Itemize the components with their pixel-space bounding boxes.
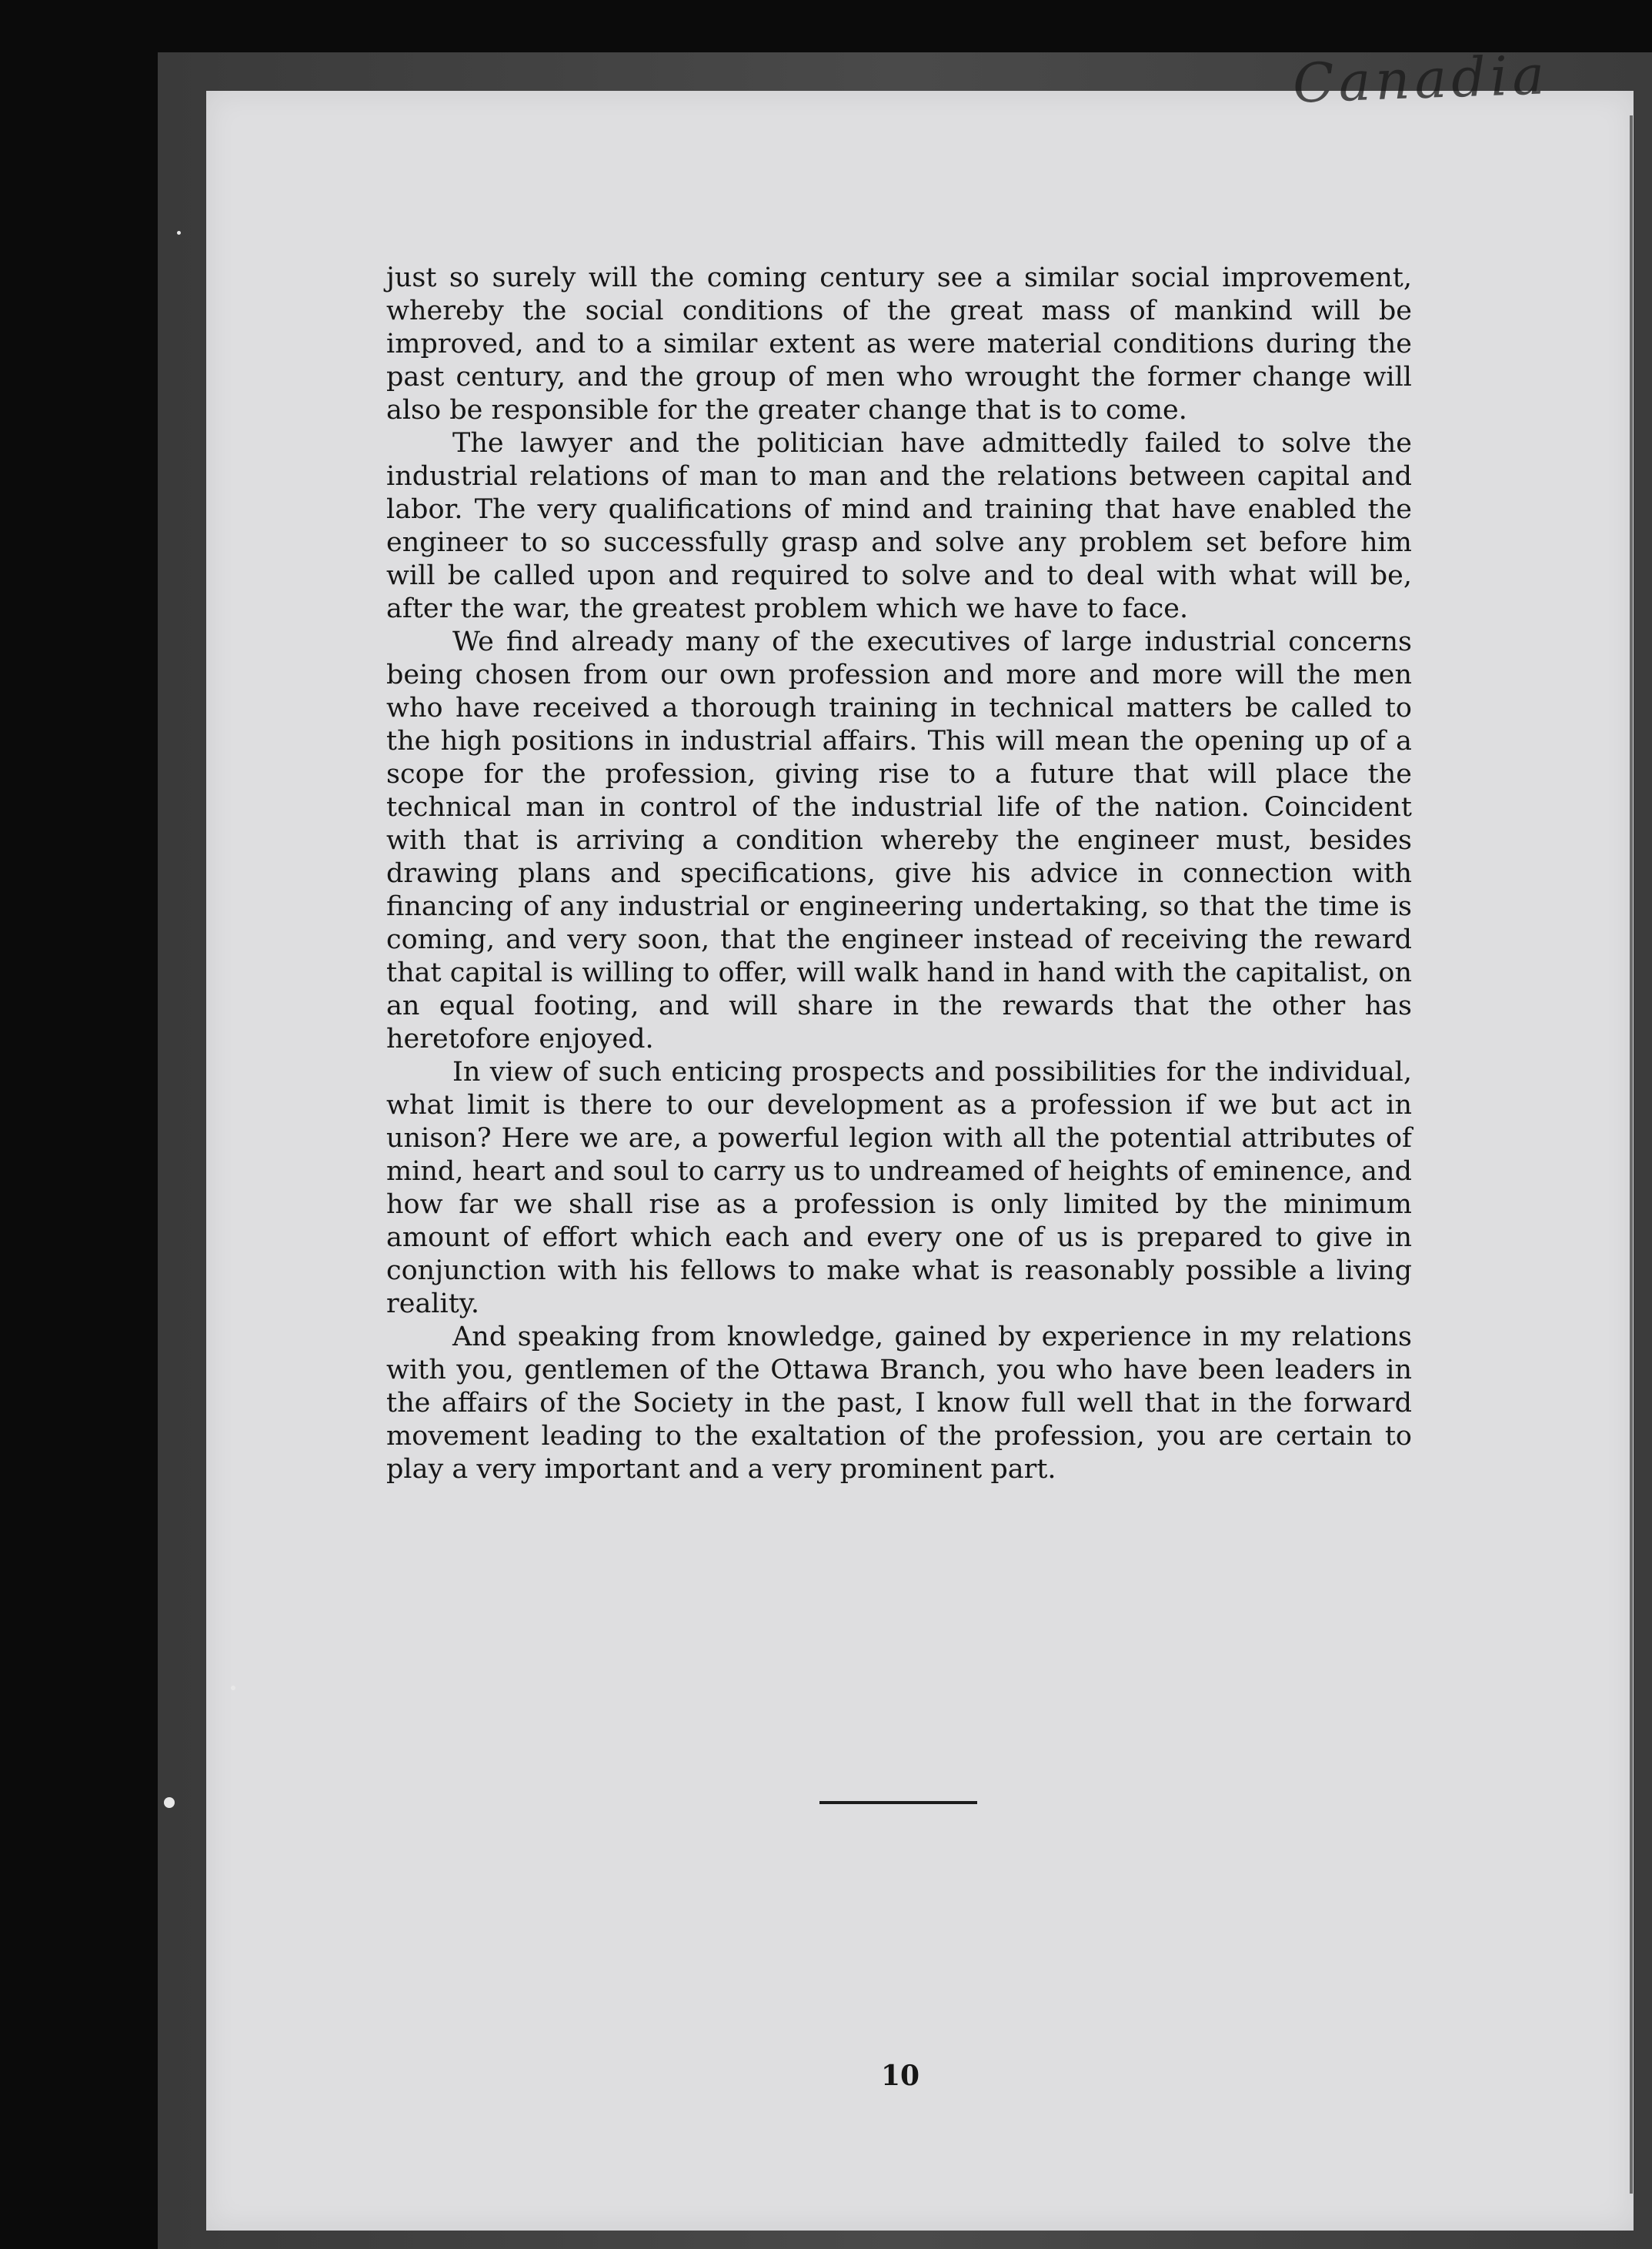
dust-speck <box>164 1797 175 1808</box>
dust-speck <box>177 231 181 235</box>
handwritten-annotation: Canadia <box>1291 43 1550 115</box>
paragraph-1: just so surely will the coming century see a similar social improvement, whereby the social conditions of the great mass of mankind will be improved, and to a similar extent as were material conditions during the past century, and the group of men who wrought the former change will also be responsible for the greater change that is to come. <box>386 262 1412 426</box>
paragraph-4: In view of such enticing prospects and possibilities for the individual, what limit is there to our development as a profession if we but act in unison? Here we are, a powerful legion with all the potential attributes of mind, heart and soul to carry us to undreamed of heights of eminence, and how far we shall rise as a profession is only limited by the minimum amount of effort which each and every one of us is prepared to give in conjunction with his fellows to make what is reasonably possible a living reality. <box>386 1057 1412 1319</box>
page-number: 10 <box>880 2060 920 2092</box>
page-edge-line <box>1630 115 1633 2194</box>
paragraph-5: And speaking from knowledge, gained by experience in my relations with you, gentlemen of the Ottawa Branch, you who have been leaders in the affairs of the Society in the past, I know full well that in the forward movement leading to the exaltation of the profession, you are certain to play a very important and a very prominent part. <box>386 1322 1412 1485</box>
section-divider <box>819 1801 977 1804</box>
dust-speck <box>231 1686 235 1690</box>
body-text <box>386 262 1412 1486</box>
paragraph-3: We find already many of the executives of large industrial concerns being chosen from our own profession and more and more will the men who have received a thorough training in technical matters be called to the high positions in industrial affairs. This will mean the opening up of a scope for the profession, giving rise to a future that will place the technical man in control of the industrial life of the nation. Coincident with that is arriving a condition whereby the engineer must, besides drawing plans and specifications, give his advice in connection with financing of any industrial or engineering undertaking, so that the time is coming, and very soon, that the engineer instead of receiving the reward that capital is willing to offer, will walk hand in hand with the capitalist, on an equal footing, and will share in the rewards that the other has heretofore enjoyed. <box>386 627 1412 1054</box>
paragraph-2: The lawyer and the politician have admittedly failed to solve the industrial relations of man to man and the relations between capital and labor. The very qualifications of mind and training that have enabled the engineer to so successfully grasp and solve any problem set before him will be called upon and required to solve and to deal with what will be, after the war, the greatest problem which we have to face. <box>386 428 1412 624</box>
